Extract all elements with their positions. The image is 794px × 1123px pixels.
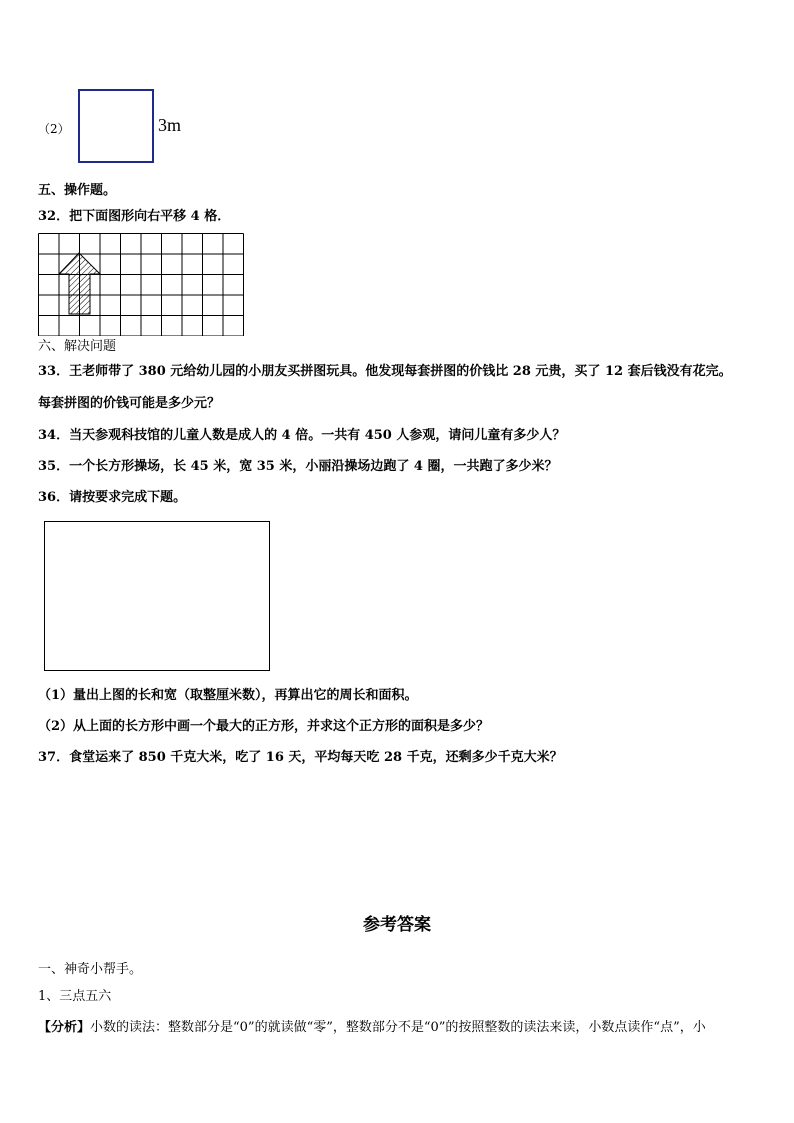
analysis-line	[38, 1020, 754, 1036]
analysis-tag: 【分析】	[38, 1020, 91, 1035]
question-37: 37．食堂运来了 850 千克大米，吃了 16 天，平均每天吃 28 千克，还剩多少千克大米？	[38, 750, 563, 765]
question-36-sub-2: （2）从上面的长方形中画一个最大的正方形，并求这个正方形的面积是多少？	[38, 719, 490, 734]
question-33-line-1: 33．王老师带了 380 元给幼儿园的小朋友买拼图玩具。他发现每套拼图的价钱比 28 元贵，买了 12 套后钱没有花完。	[38, 364, 732, 379]
square-figure	[78, 89, 154, 163]
arrow-shape	[59, 253, 100, 314]
rectangle-figure	[44, 521, 270, 671]
question-34: 34．当天参观科技馆的儿童人数是成人的 4 倍。一共有 450 人参观，请问儿童有多少人？	[38, 428, 566, 443]
square-side-label: 3m	[158, 115, 182, 135]
question-35: 35．一个长方形操场，长 45 米，宽 35 米，小丽沿操场边跑了 4 圈，一共跑了多少米？	[38, 459, 558, 474]
answer-key-title: 参考答案	[363, 915, 431, 935]
answer-section-1: 一、神奇小帮手。	[38, 962, 143, 977]
answer-1: 1、三点五六	[38, 989, 112, 1004]
question-36-sub-1: （1）量出上图的长和宽（取整厘米数），再算出它的周长和面积。	[38, 688, 418, 703]
section-6-title: 六、解决问题	[38, 339, 117, 354]
section-5-title: 五、操作题。	[38, 183, 117, 198]
question-36: 36．请按要求完成下题。	[38, 490, 187, 505]
analysis-text: 小数的读法：整数部分是“0”的就读做“零”，整数部分不是“0”的按照整数的读法来读，小数点读作“点”，小	[90, 1020, 706, 1035]
figure-2-label: （2）	[38, 122, 70, 136]
question-32: 32．把下面图形向右平移 4 格．	[38, 209, 231, 224]
translation-grid	[38, 233, 244, 336]
question-33-line-2: 每套拼图的价钱可能是多少元？	[38, 396, 221, 411]
